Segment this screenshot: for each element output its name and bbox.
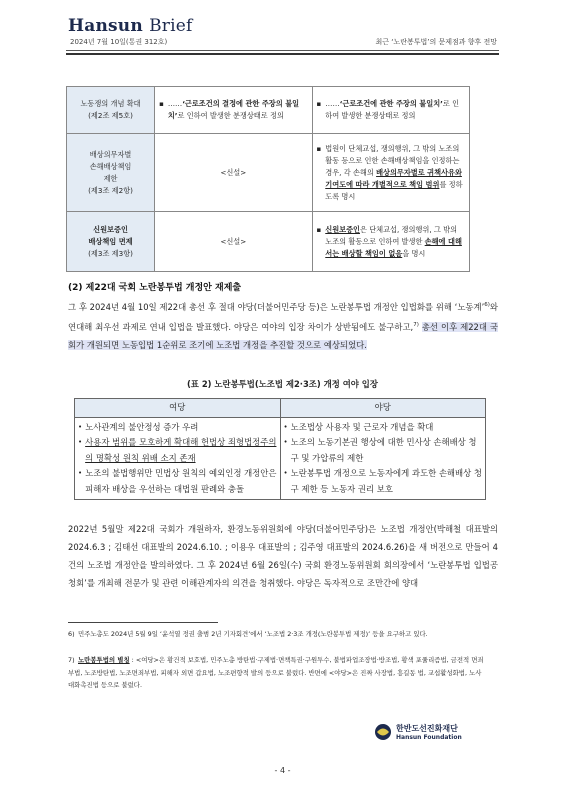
cell-text: 을 명시 — [402, 248, 426, 258]
footnote-text: 민주노총도 2024년 5월 9일 ‘윤석열 정권 출범 2년 기자회견’에서 ‘노조법 2·3조 개정(노란봉투법 제정)’ 등을 요구하고 있다. — [78, 630, 428, 638]
ruling-cell — [75, 417, 281, 500]
row-label-line: (제2조 제5호) — [88, 111, 133, 120]
brand-part2: Brief — [149, 16, 193, 36]
footnote-number: 6) — [68, 630, 75, 638]
page-number: - 4 - — [274, 766, 291, 775]
para-text: 그 후 2024년 4월 10일 제22대 총선 후 절대 야당(더불어민주당 등)은 노란봉투법 개정안 입법화를 위해 ‘노동계’ — [68, 301, 485, 312]
list-item: • 노란봉투법 개정으로 노동자에게 과도한 손해배상 청구 제한 등 노동자 권리 보호 — [283, 468, 482, 494]
table-row — [67, 212, 470, 272]
list-item: • 사용자 범위를 모호하게 확대해 헌법상 죄형법정주의의 명확성 원칙 위배 소지 존재 — [78, 437, 277, 463]
list-item: • 노사관계의 불안정성 증가 우려 — [78, 421, 199, 432]
row-label-line: (제3조 제2항) — [88, 185, 133, 195]
row-label-line: 손해배상책임 — [89, 161, 132, 171]
footnote-ref[interactable]: 7) — [413, 321, 419, 328]
para-text: 와 연대해 최우선 과제로 연내 입법을 발표했다. 야당은 여야의 입장 차이가 상반됨에도 불구하고, — [68, 301, 498, 332]
amendment-cell — [312, 212, 469, 272]
current-law-cell: <신설> — [155, 212, 312, 272]
footnote-ref[interactable]: 6) — [484, 302, 490, 308]
footnote-label: 노란봉투법의 별칭 — [78, 656, 130, 664]
highlighted-text: 총선 이후 제22대 국회가 개원되면 노동입법 1순위로 조기에 노조법 개정을 추진할 것으로 예상되었다. — [68, 321, 498, 350]
footnote-7 — [68, 654, 486, 692]
row-label-line: (제3조 제3항) — [88, 248, 133, 258]
table-row — [67, 87, 470, 134]
section-paragraph — [68, 296, 498, 354]
cell-text: 은 단체교섭, 쟁의행위, 그 밖의 노조의 활동으로 인하여 발생한 — [325, 224, 458, 246]
list-item: • 노조의 노동기본권 행상에 대한 민사상 손해배상 청구 및 가압류의 제한 — [283, 437, 477, 463]
issue-info: 2024년 7월 10일(통권 312호) — [70, 38, 168, 46]
row-label-line: 배상의무자별 — [89, 149, 132, 159]
footnote-divider — [68, 622, 218, 623]
current-law-cell: <신설> — [155, 134, 312, 212]
positions-table — [74, 398, 486, 500]
bullet-icon: ▪ — [316, 144, 322, 153]
footnote-number: 7) — [68, 656, 75, 664]
row-label — [67, 212, 155, 272]
header-rule-thick — [66, 53, 499, 55]
cell-text: 법원이 단체교섭, 쟁의행위, 그 밖의 노조의 활동 등으로 인한 손해배상책임을 인정하는 경우, 각 손해의 — [325, 143, 460, 177]
brand-logo — [68, 16, 192, 36]
foundation-logo-icon — [374, 723, 392, 741]
footnote-text: : <여당>은 황건적 보호법, 민주노총 방탄법·구제법·면책특권·구원투수, 불법파업조장법·방조법, 황색 포퓰리즘법, 금전적 면죄부법, 노조방탄법, 노조면죄부법, 피해자 외면 갑요법, 노조편향적 발의 등으로 불렀다. 반면에 <야당>은 진짜 사장법, 흥길동 법, 교섭활성화법, 노사대화촉진법 등으로 불렀다. — [68, 656, 484, 689]
cell-bold: ‘근로조건의 결정에 관한 주장의 불일치’ — [167, 99, 300, 120]
cell-text: …… — [325, 99, 340, 108]
cell-bold: 손해에 대해서는 배상할 책임이 없음 — [325, 236, 462, 258]
current-law-cell — [155, 87, 312, 134]
cell-text: 로 인하여 발생한 분쟁상태로 정의 — [177, 111, 284, 120]
row-label-line: 노동쟁의 개념 확대 — [80, 99, 141, 108]
col-header-opposition: 야당 — [280, 399, 486, 418]
cell-text: …… — [167, 99, 183, 108]
cell-bold: 신원보증인 — [325, 224, 360, 234]
cell-text: 를 정하도록 명시 — [325, 179, 463, 201]
logo-en: Hansun Foundation — [396, 734, 462, 741]
bullet-icon: ▪ — [316, 225, 322, 234]
comparison-table — [66, 86, 470, 272]
row-label — [67, 87, 155, 134]
header-rule — [66, 50, 499, 51]
amendment-cell — [312, 87, 469, 134]
brand-part1: Hansun — [68, 16, 143, 36]
table-row — [67, 134, 470, 212]
amendment-cell — [312, 134, 469, 212]
col-header-ruling: 여당 — [75, 399, 281, 418]
bullet-icon: ▪ — [316, 100, 322, 108]
row-label — [67, 134, 155, 212]
table-caption: (표 2) 노란봉투법(노조법 제2·3조) 개정 여야 입장 — [186, 379, 378, 389]
cell-bold: ‘근로조건에 관한 주장의 불일치’ — [339, 99, 443, 108]
bullet-icon: ▪ — [159, 100, 164, 108]
opposition-cell — [280, 417, 486, 500]
row-label-line: 배상책임 면제 — [88, 236, 133, 246]
foundation-logo — [374, 723, 462, 741]
row-label-line: 제한 — [103, 173, 118, 183]
body-paragraph: 2022년 5월말 제22대 국회가 개원하자, 환경노동위원회에 야당(더불어민주당)은 노조법 개정안(박해철 대표발의 2024.6.3 ; 김태선 대표발의 2024.6.10. ; 이용우 대표발의 ; 김주영 대표발의 2024.6.26)을 새 버전으로 만들어 4건의 노조법 개정안을 발의하였다. 그 후 2024년 6월 26일(수) 국회 환경노동위원회 회의장에서 ‘노란봉투법 입법공청회’를 개최해 전문가 및 관련 이해관계자의 의견을 청취했다. 야당은 독자적으로 조만간에 양대 — [68, 524, 498, 588]
list-item: • 노조법상 사용자 및 근로자 개념을 확대 — [283, 421, 434, 432]
row-label-line: 신원보증인 — [93, 224, 128, 234]
cell-text: 로 인하여 발생한 분쟁상태로 정의 — [325, 99, 460, 120]
list-item: • 노조의 불법행위만 민법상 원칙의 예외인정 개정안은 피해자 배상을 우선하는 대법원 판례와 충돌 — [78, 468, 277, 494]
section-title: (2) 제22대 국회 노란봉투법 개정안 재제출 — [68, 283, 242, 293]
logo-kr: 한반도선진화재단 — [396, 724, 458, 733]
cell-bold: 배상의무자별로 귀책사유와 기여도에 따라 개별적으로 책임 범위 — [325, 167, 462, 189]
footnote-6 — [68, 628, 486, 641]
header-title: 최근 ‘노란봉투법’의 문제점과 향후 전망 — [375, 38, 497, 46]
